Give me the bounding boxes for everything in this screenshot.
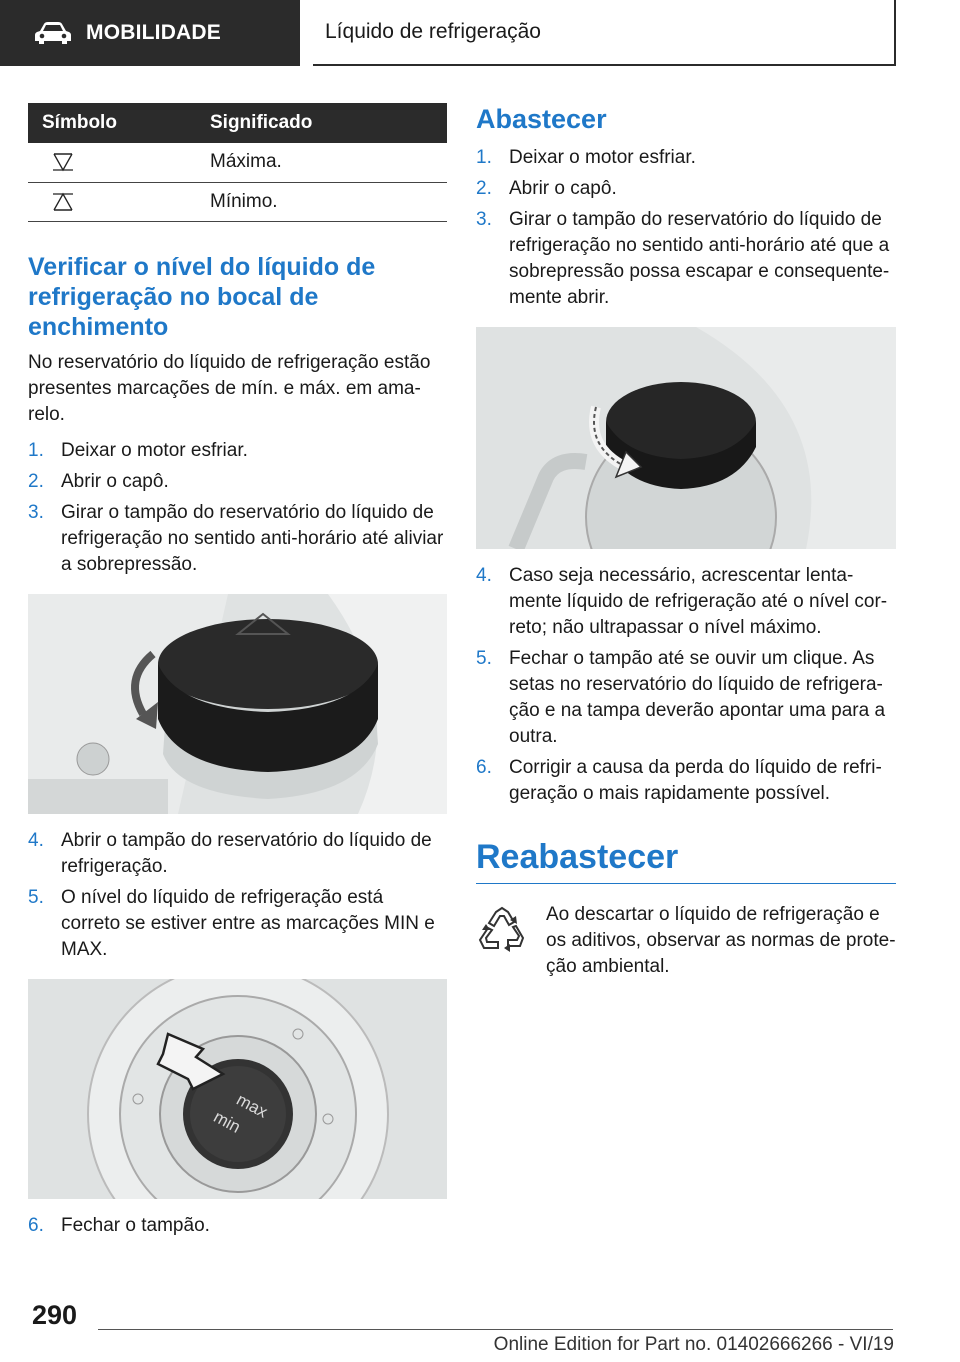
symbol-column-header: Símbolo xyxy=(28,103,210,143)
list-item xyxy=(28,1213,447,1239)
step-number: 5. xyxy=(476,648,492,669)
step-list xyxy=(28,828,447,963)
footer-edition: Online Edition for Part no. 01402666266 - VI/19 xyxy=(493,1334,894,1355)
step-number: 6. xyxy=(28,1214,44,1236)
symbol-table-header xyxy=(28,103,447,143)
list-item xyxy=(28,885,447,963)
step-number: 4. xyxy=(476,565,492,586)
step-number: 2. xyxy=(476,178,492,199)
step-text: Abrir o capô. xyxy=(61,470,169,492)
max-marker-icon xyxy=(52,152,74,172)
reservoir-opening-image xyxy=(476,327,896,549)
big-section-heading: Reabastecer xyxy=(476,837,896,884)
section-heading: Verificar o nível do líquido de refrigeração no bocal de enchimento xyxy=(28,252,376,341)
step-text: Abrir o capô. xyxy=(509,178,617,199)
list-item xyxy=(476,646,896,750)
reservoir-illustration xyxy=(476,327,896,549)
header-section-tab xyxy=(0,0,300,66)
step-number: 1. xyxy=(476,147,492,168)
left-column xyxy=(28,103,447,1244)
step-text: Fechar o tampão. xyxy=(61,1214,210,1236)
section-heading: Abastecer xyxy=(476,104,607,134)
reservoir-cap-image xyxy=(28,594,447,814)
list-item xyxy=(28,828,447,880)
symbol-cell xyxy=(28,143,210,182)
meaning-cell: Máxima. xyxy=(210,143,447,182)
step-list xyxy=(476,563,896,807)
step-number: 2. xyxy=(28,470,44,492)
header-section-label: MOBILIDADE xyxy=(86,21,221,44)
list-item xyxy=(28,469,447,495)
filler-neck-illustration xyxy=(28,979,447,1199)
header-title-box xyxy=(313,0,896,66)
step-number: 6. xyxy=(476,757,492,778)
list-item xyxy=(476,207,896,311)
max-marking: max xyxy=(233,1089,271,1122)
header-title: Líquido de refrigeração xyxy=(325,20,541,43)
filler-neck-image xyxy=(28,979,447,1199)
step-text: Fechar o tampão até se ouvir um clique. As setas no reservatório do líquido de refrigera-ção e na tampa deverão apontar uma para a outra. xyxy=(509,648,886,747)
intro-paragraph: No reservatório do líquido de refrigeração estão presentes marcações de mín. e máx. em ama-relo. xyxy=(28,351,431,425)
cap-illustration xyxy=(28,594,447,814)
list-item xyxy=(476,563,896,641)
list-item xyxy=(476,755,896,807)
note-text: Ao descartar o líquido de refrigeração e os aditivos, observar as normas de prote-ção ambiental. xyxy=(546,904,896,977)
footer-divider xyxy=(98,1329,893,1330)
step-text: Deixar o motor esfriar. xyxy=(61,439,248,461)
list-item xyxy=(476,145,896,171)
list-item xyxy=(28,438,447,464)
step-number: 1. xyxy=(28,439,44,461)
step-text: O nível do líquido de refrigeração está correto se estiver entre as marcações MIN e MAX. xyxy=(61,886,435,960)
page-number: 290 xyxy=(32,1300,78,1330)
step-list xyxy=(28,1213,447,1239)
symbol-cell xyxy=(28,182,210,221)
meaning-cell: Mínimo. xyxy=(210,182,447,221)
table-row xyxy=(28,143,447,182)
step-number: 3. xyxy=(28,501,44,523)
step-list xyxy=(476,145,896,311)
min-marker-icon xyxy=(52,192,74,212)
step-text: Deixar o motor esfriar. xyxy=(509,147,696,168)
step-number: 3. xyxy=(476,209,492,230)
step-list xyxy=(28,438,447,578)
step-number: 5. xyxy=(28,886,44,908)
list-item xyxy=(28,500,447,578)
step-text: Corrigir a causa da perda do líquido de refri-geração o mais rapidamente possível. xyxy=(509,757,882,804)
step-text: Abrir o tampão do reservatório do líquido de refrigeração. xyxy=(61,829,432,877)
car-icon xyxy=(34,21,72,45)
step-text: Girar o tampão do reservatório do líquido de refrigeração no sentido anti-horário até aliviar a sobrepressão. xyxy=(61,501,444,575)
step-text: Girar o tampão do reservatório do líquido de refrigeração no sentido anti-horário até que a sobrepressão possa escapar e consequente-mente abrir. xyxy=(509,209,890,308)
right-column xyxy=(476,103,896,980)
table-row xyxy=(28,182,447,221)
step-text: Caso seja necessário, acrescentar lenta-mente líquido de refrigeração até o nível cor-reto; não ultrapassar o nível máximo. xyxy=(509,565,888,638)
meaning-column-header: Significado xyxy=(210,103,447,143)
environment-note xyxy=(476,902,896,980)
min-marking: min xyxy=(210,1106,244,1137)
symbol-table xyxy=(28,103,447,222)
step-number: 4. xyxy=(28,829,44,851)
list-item xyxy=(476,176,896,202)
recycle-icon xyxy=(476,906,528,954)
